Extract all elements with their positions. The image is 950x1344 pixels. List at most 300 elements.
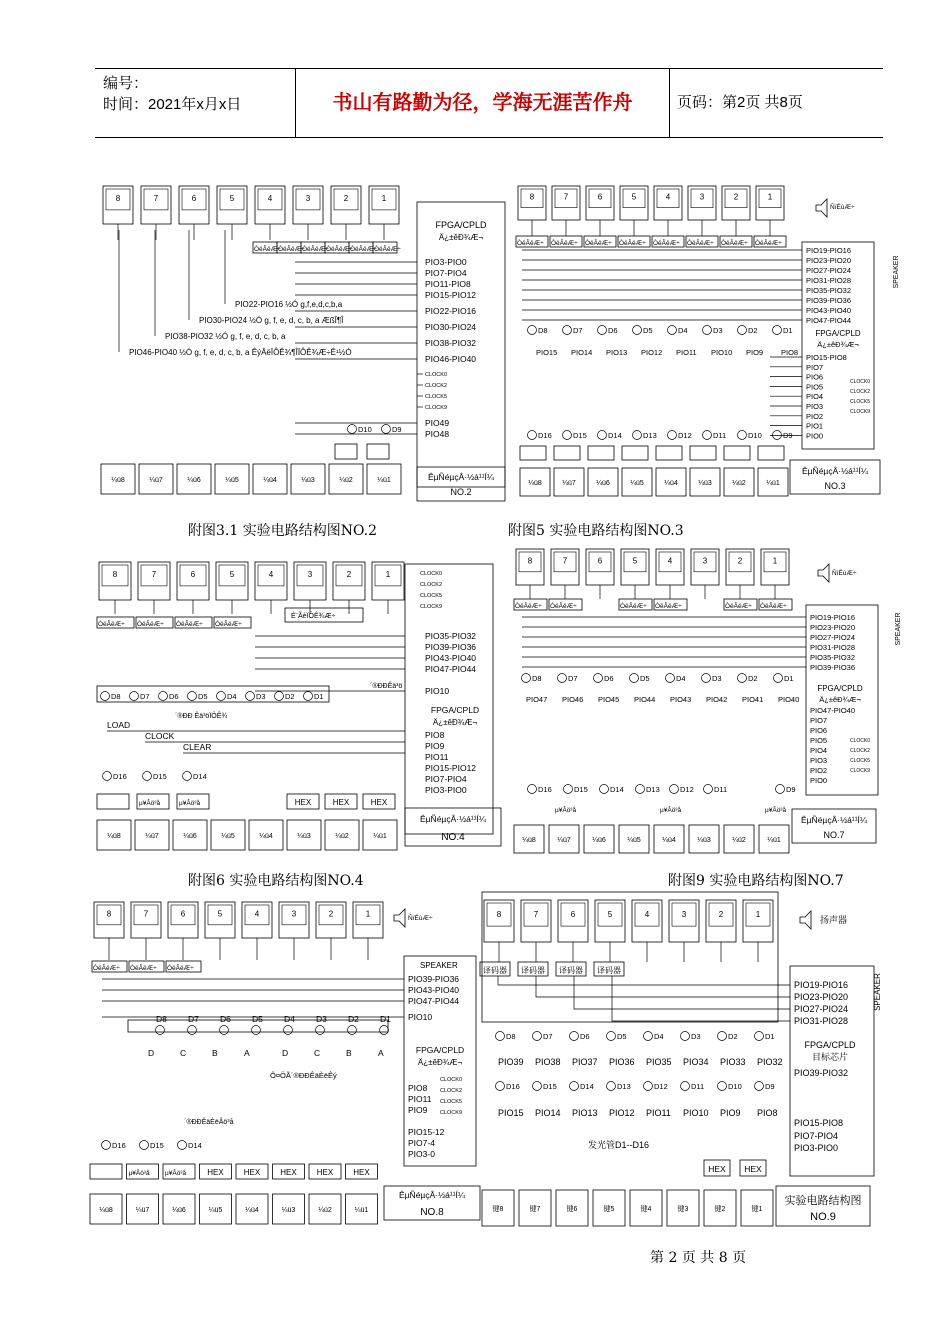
digit-label: 4 <box>644 909 650 919</box>
digit-label: 6 <box>570 909 576 919</box>
time-label: 时间：2021年x月x日 <box>103 96 242 113</box>
pin-label: PIO39-PIO36 <box>408 974 460 984</box>
digit-label: 7 <box>143 909 149 919</box>
serial-label: ´®ÐÐÊäÈëÂö³å <box>184 1119 234 1126</box>
digit-label: 5 <box>217 909 223 919</box>
pin-label: PIO3 <box>806 402 824 411</box>
led <box>528 326 537 335</box>
bit-label: C <box>180 1048 187 1058</box>
led <box>633 326 642 335</box>
speaker-vertical-label: SPEAKER <box>873 973 882 1011</box>
led <box>738 431 747 440</box>
pin-label: PIO7 <box>810 716 828 725</box>
pulse-label: µ¥Âö³å <box>179 800 201 807</box>
pin-label: PIO3-0 <box>408 1149 435 1159</box>
led <box>130 692 139 701</box>
seven-seg-display <box>94 902 124 938</box>
led <box>304 692 313 701</box>
digit-label: 8 <box>115 194 121 204</box>
led <box>703 431 712 440</box>
led-pin-label: PIO39 <box>498 1057 524 1067</box>
seven-seg-display <box>706 900 736 942</box>
seven-seg-display <box>726 549 754 585</box>
led-label: D11 <box>691 1082 705 1091</box>
pin-label: PIO3-PIO0 <box>425 257 467 267</box>
led-label: D1 <box>783 326 793 335</box>
key-label: ¼ü7 <box>562 480 576 487</box>
caption-no2: 附图3.1 实验电路结构图NO.2 <box>188 523 377 539</box>
title-label: NO.4 <box>441 832 465 843</box>
led <box>183 772 192 781</box>
led <box>668 326 677 335</box>
key-label: ¼ü5 <box>221 833 235 840</box>
led-pin-label: PIO44 <box>634 695 656 704</box>
led-pin-label: PIO38 <box>535 1057 561 1067</box>
seven-seg-display <box>484 900 514 942</box>
led-label: D16 <box>113 772 127 781</box>
pin-label: PIO8 <box>425 730 445 740</box>
led-pin-label: PIO11 <box>676 348 697 357</box>
outline <box>482 892 778 1022</box>
seven-seg-display <box>586 549 614 585</box>
led <box>496 1032 505 1041</box>
led-label: D14 <box>610 785 624 794</box>
clock-label: CLOCK0 <box>440 1077 463 1083</box>
decoder-label: ÒëÂëÆ÷ <box>655 603 682 610</box>
led <box>178 1141 187 1150</box>
motto: 书山有路勤为径，学海无涯苦作舟 <box>295 69 670 137</box>
digit-label: 5 <box>631 192 637 202</box>
seven-seg-display <box>558 900 588 942</box>
led-label: D3 <box>713 326 723 335</box>
led <box>738 326 747 335</box>
pin-label: PIO2 <box>810 766 828 775</box>
page-footer: 第 2 页 共 8 页 <box>650 1250 747 1266</box>
pin-label: PIO0 <box>810 776 828 785</box>
key-label: ¼ü2 <box>318 1207 332 1214</box>
pin-label: PIO3 <box>810 756 828 765</box>
hex-label: HEX <box>207 1168 224 1177</box>
led <box>704 785 713 794</box>
led-pin-label: PIO32 <box>757 1057 783 1067</box>
led-label: D4 <box>227 692 237 701</box>
pin-label: PIO5 <box>806 382 824 392</box>
pin-label: PIO47-PIO44 <box>806 316 852 325</box>
pin-label: PIO10 <box>408 1012 433 1022</box>
seven-seg-display <box>179 186 209 224</box>
seven-seg-display <box>656 549 684 585</box>
pin-label: PIO19-PIO16 <box>794 980 849 990</box>
key-label: ¼ü2 <box>732 480 746 487</box>
led-label: D11 <box>713 431 727 440</box>
key-label: ¼ü5 <box>225 477 239 484</box>
digit-label: 2 <box>733 192 739 202</box>
pin-label: PIO7-4 <box>408 1138 435 1148</box>
chip-label: Ä¿±êÐ¾Æ¬ <box>417 1058 463 1067</box>
led-label: D14 <box>608 431 622 440</box>
number-label: 编号： <box>103 75 149 92</box>
pin-label: PIO7 <box>806 362 824 372</box>
led-label: D15 <box>574 785 588 794</box>
led-label: D9 <box>392 425 402 434</box>
led-label: D8 <box>156 1014 167 1024</box>
figure-no2 <box>95 180 510 505</box>
chip-label: FPGA/CPLD <box>415 1045 465 1055</box>
digit-label: 2 <box>737 556 743 566</box>
seven-seg-display <box>205 902 235 938</box>
chip-label: FPGA/CPLD <box>430 705 480 715</box>
pin-label: PIO39-PIO36 <box>425 642 477 652</box>
led-pin-label: PIO11 <box>646 1108 671 1118</box>
page-number: 页码：第2页 共8页 <box>677 94 803 111</box>
chip-label: FPGA/CPLD <box>435 220 487 230</box>
led-label: D14 <box>580 1082 594 1091</box>
pulse-box <box>335 444 357 459</box>
chip-label: Ä¿±êÐ¾Æ¬ <box>819 695 861 704</box>
led-label: D2 <box>285 692 295 701</box>
led <box>140 1141 149 1150</box>
led-label: D16 <box>538 431 552 440</box>
pin-label: PIO4 <box>810 746 828 755</box>
hex-label: HEX <box>243 1168 261 1177</box>
pin-label: PIO8 <box>408 1083 428 1093</box>
led <box>666 674 675 683</box>
pulse-label: µ¥Âö³å <box>660 807 682 814</box>
key-label: 键5 <box>603 1206 615 1213</box>
seven-seg-display <box>372 562 404 600</box>
decoder-label: ÒëÂëÆ÷ <box>326 246 353 253</box>
key-label: 键4 <box>640 1206 652 1213</box>
pulse-label: µ¥Âö³å <box>165 1170 187 1177</box>
seven-seg-display <box>293 186 323 224</box>
pulse-label: µ¥Âö³å <box>765 807 787 814</box>
decoder-label: ÒëÂëÆ÷ <box>551 240 578 247</box>
key-label: ¼ü7 <box>149 477 163 484</box>
pin-label: PIO39-PIO36 <box>810 663 856 672</box>
key-label: ¼ü8 <box>111 477 125 484</box>
led <box>217 692 226 701</box>
led-label: D14 <box>193 772 207 781</box>
digit-label: 1 <box>381 194 387 204</box>
clock-label: CLOCK5 <box>440 1099 463 1105</box>
led-label: D5 <box>617 1032 627 1041</box>
led <box>630 674 639 683</box>
led-pin-label: PIO9 <box>720 1108 741 1118</box>
key-label: ¼ü2 <box>732 837 746 844</box>
pulse-box <box>588 446 614 460</box>
led <box>246 692 255 701</box>
digit-label: 3 <box>305 194 311 204</box>
decoder-label: ÒëÂëÆ÷ <box>302 246 329 253</box>
seven-seg-display <box>632 900 662 942</box>
chip-label: FPGA/CPLD <box>817 684 863 693</box>
pin-label: PIO9 <box>408 1105 428 1115</box>
decoder-label: ÒëÂëÆ÷ <box>687 240 714 247</box>
pin-label: PIO7-PIO4 <box>794 1131 839 1141</box>
pin-label: PIO43-PIO40 <box>408 985 460 995</box>
led <box>718 1032 727 1041</box>
key-label: ¼ü5 <box>627 837 641 844</box>
pulse-box <box>724 446 750 460</box>
led-label: D10 <box>358 425 372 434</box>
clock-label: CLOCK0 <box>420 571 443 577</box>
led <box>563 326 572 335</box>
decoder-label: 译码器 <box>521 966 545 975</box>
clock-label: CLOCK2 <box>440 1088 463 1094</box>
led-label: D3 <box>712 674 722 683</box>
pin-label: PIO27-PIO24 <box>794 1004 849 1014</box>
bit-label: A <box>378 1048 384 1058</box>
figure-no7 <box>510 545 902 860</box>
seven-seg-display <box>761 549 789 585</box>
led <box>564 785 573 794</box>
led <box>188 1026 197 1035</box>
led <box>607 1032 616 1041</box>
bit-label: C <box>314 1048 321 1058</box>
led-label: D9 <box>765 1082 775 1091</box>
key-label: ¼ü2 <box>335 833 349 840</box>
led-label: D2 <box>348 1014 359 1024</box>
pin-label: PIO35-PIO32 <box>810 653 856 662</box>
key-label: ¼ü6 <box>596 480 610 487</box>
title-label: NO.3 <box>824 481 846 491</box>
title-label: ÊµÑéµçÂ·½á¹¹Í¼ <box>398 1190 466 1200</box>
led <box>156 1026 165 1035</box>
seven-seg-display <box>586 186 614 220</box>
seven-seg-display <box>141 186 171 224</box>
pin-label: PIO19-PIO16 <box>806 246 852 255</box>
decoder-label: ÒëÂëÆ÷ <box>98 621 125 628</box>
pin-label: PIO48 <box>425 429 450 439</box>
key-label: ¼ü4 <box>662 837 676 844</box>
title-label: ÊµÑéµçÂ·½á¹¹Í¼ <box>419 814 487 824</box>
speaker-label: ÑïÉùÆ÷ <box>830 204 855 211</box>
digit-label: 7 <box>533 909 539 919</box>
pin-label: PIO15-PIO12 <box>425 290 477 300</box>
led-label: D6 <box>220 1014 231 1024</box>
led-label: D16 <box>112 1141 126 1150</box>
pulse-box <box>520 446 546 460</box>
led <box>600 785 609 794</box>
key-label: ¼ü3 <box>281 1207 296 1214</box>
led-pin-label: PIO15 <box>498 1108 524 1118</box>
clock-label: CLOCK0 <box>850 379 871 385</box>
led-label: D5 <box>198 692 208 701</box>
key-label: ¼ü3 <box>301 477 315 484</box>
pin-label: PIO46-PIO40 <box>425 354 477 364</box>
decoder-label: ÒëÂëÆ÷ <box>550 603 577 610</box>
seven-seg-display <box>516 549 544 585</box>
pin-label: PIO4 <box>806 392 824 402</box>
digit-label: 1 <box>772 556 778 566</box>
led-pin-label: PIO13 <box>606 348 628 357</box>
led <box>773 431 782 440</box>
clock-label: CLOCK9 <box>420 604 443 610</box>
pin-label: PIO7-PIO4 <box>425 268 467 278</box>
key-label: ¼ü1 <box>377 477 391 484</box>
led-label: D15 <box>543 1082 557 1091</box>
header-meta <box>103 73 241 115</box>
pin-label: PIO31-PIO28 <box>794 1016 849 1026</box>
decoder-label: ÒëÂëÆ÷ <box>215 621 242 628</box>
led-label: D16 <box>506 1082 520 1091</box>
seven-seg-display <box>217 186 247 224</box>
led <box>570 1032 579 1041</box>
led-label: D15 <box>150 1141 164 1150</box>
shift-label: ´®ÐÐ Êä³öÏÔÊ¾ <box>175 713 228 720</box>
led-label: D12 <box>680 785 694 794</box>
wire <box>574 976 790 1009</box>
led <box>644 1082 653 1091</box>
seven-seg-display <box>688 186 716 220</box>
led <box>252 1026 261 1035</box>
pin-label: PIO47-PIO44 <box>425 664 477 674</box>
pulse-box <box>97 794 129 809</box>
led-pin-label: PIO12 <box>609 1108 635 1118</box>
bit-label: B <box>212 1048 218 1058</box>
digit-label: 4 <box>254 909 260 919</box>
led <box>275 692 284 701</box>
seven-seg-display <box>743 900 773 942</box>
pin-label: PIO5 <box>810 736 828 745</box>
pin-label: PIO7-PIO4 <box>425 774 467 784</box>
key-label: 键7 <box>529 1206 541 1213</box>
led-label: D5 <box>640 674 650 683</box>
led <box>348 1026 357 1035</box>
led <box>702 674 711 683</box>
led-pin-label: PIO12 <box>641 348 663 357</box>
led-label: D1 <box>765 1032 775 1041</box>
clock-label: CLOCK9 <box>425 405 448 411</box>
led-label: D8 <box>532 674 542 683</box>
led <box>598 431 607 440</box>
digit-label: 8 <box>112 570 118 580</box>
led-label: D15 <box>153 772 167 781</box>
key-label: ¼ü7 <box>135 1207 150 1214</box>
key-label: ¼ü8 <box>522 837 536 844</box>
pin-label: PIO38-PIO32 <box>425 338 477 348</box>
figure-no3 <box>510 180 900 505</box>
decoder-label: ÒëÂëÆ÷ <box>515 603 542 610</box>
seven-seg-display <box>331 186 361 224</box>
shift-label: ´®ÐÐÊä³ö <box>370 683 403 690</box>
led-label: D12 <box>654 1082 668 1091</box>
led-label: D2 <box>748 326 758 335</box>
led <box>703 326 712 335</box>
digit-label: 5 <box>632 556 638 566</box>
led <box>533 1032 542 1041</box>
digit-label: 5 <box>607 909 613 919</box>
key-label: ¼ü5 <box>630 480 644 487</box>
led-pin-label: PIO8 <box>757 1108 778 1118</box>
key-label: 键6 <box>566 1206 578 1213</box>
decoder-label: ÒëÂëÆ÷ <box>137 621 164 628</box>
seven-seg-display <box>521 900 551 942</box>
clock-label: CLOCK0 <box>425 372 448 378</box>
pin-label: PIO15-PIO12 <box>425 763 477 773</box>
clock-label: CLOCK2 <box>850 389 871 395</box>
led-label: D3 <box>256 692 266 701</box>
key-label: ¼ü6 <box>183 833 197 840</box>
led-label: D8 <box>506 1032 516 1041</box>
led <box>528 785 537 794</box>
clock-label: CLOCK5 <box>420 593 443 599</box>
bit-label: D <box>148 1048 155 1058</box>
pulse-box <box>554 446 580 460</box>
led-label: D13 <box>617 1082 631 1091</box>
decoder-label: 译码器 <box>597 966 621 975</box>
pin-label: PIO23-PIO20 <box>810 623 856 632</box>
led <box>776 785 785 794</box>
led <box>755 1082 764 1091</box>
led <box>143 772 152 781</box>
title-label: NO.2 <box>450 487 472 497</box>
hex-label: HEX <box>708 1164 726 1174</box>
hex-label: HEX <box>370 798 388 807</box>
key-label: ¼ü1 <box>767 837 781 844</box>
key-label: ¼ü7 <box>557 837 571 844</box>
led <box>102 1141 111 1150</box>
led-label: D1 <box>314 692 324 701</box>
seven-seg-display <box>316 902 346 938</box>
hex-label: HEX <box>294 798 312 807</box>
led-label: D5 <box>643 326 653 335</box>
led-pin-label: PIO45 <box>598 695 620 704</box>
pin-label: PIO11 <box>408 1094 432 1104</box>
pin-label: PIO30-PIO24 <box>425 322 477 332</box>
speaker-icon <box>394 909 405 927</box>
hex-label: HEX <box>316 1168 334 1177</box>
led-label: D6 <box>580 1032 590 1041</box>
seven-seg-display <box>353 902 383 938</box>
led-label: D6 <box>608 326 618 335</box>
decoder-label: ÒëÂëÆ÷ <box>721 240 748 247</box>
led <box>522 674 531 683</box>
seven-seg-display <box>255 186 285 224</box>
seven-seg-display <box>294 562 326 600</box>
bit-label: B <box>346 1048 352 1058</box>
led-label: D7 <box>573 326 583 335</box>
pulse-box <box>367 444 389 459</box>
pin-note: PIO38-PIO32 ½Ó g, f, e, d, c, b, a <box>165 332 286 341</box>
clock-label: CLOCK9 <box>850 768 871 774</box>
decoder-label: ÒëÂëÆ÷ <box>755 240 782 247</box>
pin-label: PIO11 <box>425 752 449 762</box>
digit-label: 2 <box>328 909 334 919</box>
decoder-label: 译码器 <box>559 966 583 975</box>
digit-label: 1 <box>755 909 761 919</box>
led <box>380 1026 389 1035</box>
fig8-svg <box>88 898 483 1230</box>
led <box>594 674 603 683</box>
pin-label: PIO35-PIO32 <box>425 631 477 641</box>
seven-seg-display <box>595 900 625 942</box>
decoder-label: ÒëÂëÆ÷ <box>167 965 194 972</box>
pin-label: PIO10 <box>425 686 450 696</box>
title-label: NO.9 <box>810 1211 836 1223</box>
pin-label: PIO31-PIO28 <box>810 643 856 652</box>
title-label: ÊµÑéµçÂ·½á¹¹Í¼ <box>800 815 868 825</box>
pin-label: PIO6 <box>810 726 828 735</box>
clock-label: CLOCK5 <box>850 399 871 405</box>
pulse-label: µ¥Âö³å <box>555 807 577 814</box>
seven-seg-display <box>621 549 649 585</box>
seven-seg-display <box>279 902 309 938</box>
led-pin-label: PIO33 <box>720 1057 746 1067</box>
digit-label: 4 <box>267 194 273 204</box>
seven-seg-display <box>756 186 784 220</box>
key-label: ¼ü8 <box>528 480 542 487</box>
